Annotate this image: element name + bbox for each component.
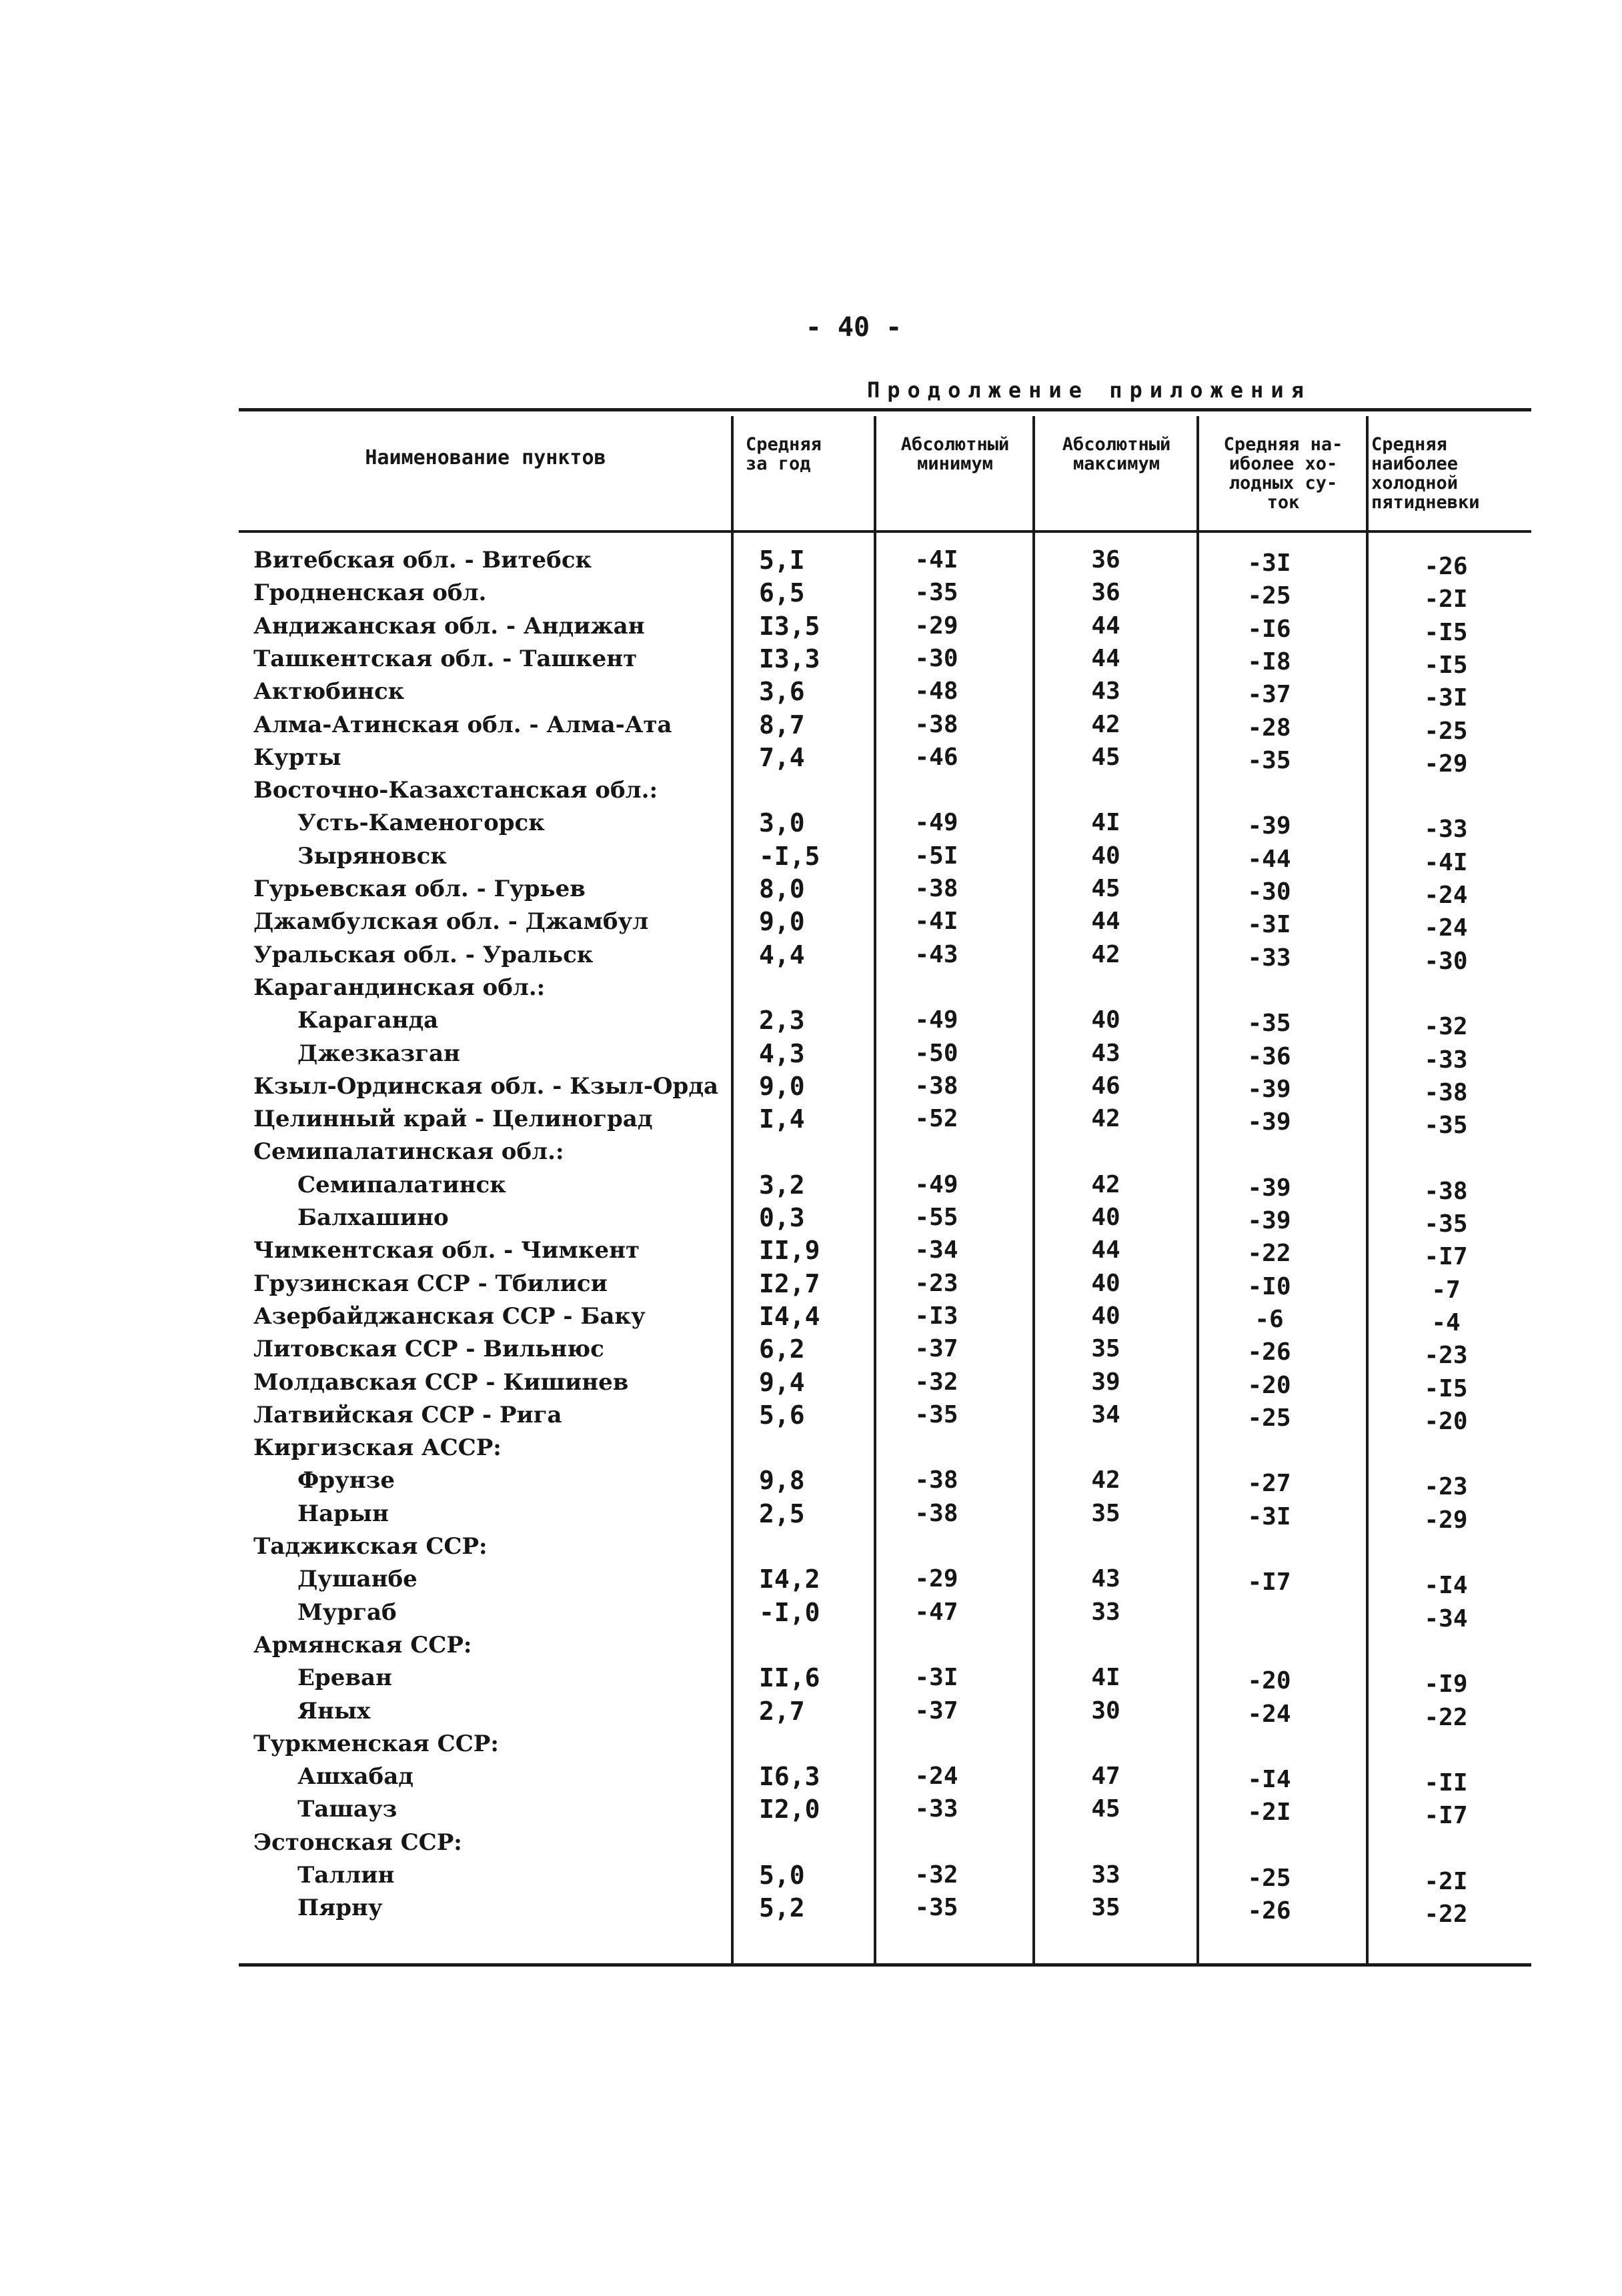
absolute-minimum-value: -47 bbox=[914, 1598, 958, 1626]
coldest-day-value: -39 bbox=[1247, 1174, 1291, 1202]
coldest-day-value: -26 bbox=[1247, 1897, 1291, 1925]
annual-average-value: I2,7 bbox=[759, 1268, 820, 1298]
coldest-day-value: -I7 bbox=[1247, 1568, 1291, 1596]
coldest-five-day-value: -29 bbox=[1424, 1506, 1468, 1534]
table-row bbox=[239, 1070, 1531, 1106]
table-row bbox=[239, 676, 1531, 712]
table-bottom-rule bbox=[239, 1963, 1531, 1967]
table-row bbox=[239, 544, 1531, 580]
annual-average-value: II,9 bbox=[759, 1236, 820, 1266]
coldest-day-value: -39 bbox=[1247, 1108, 1291, 1136]
coldest-five-day-value: -33 bbox=[1424, 1046, 1468, 1074]
coldest-five-day-value: -30 bbox=[1424, 947, 1468, 975]
station-name: Джезказган bbox=[297, 1040, 460, 1067]
coldest-day-value: -20 bbox=[1247, 1667, 1291, 1695]
station-name: Актюбинск bbox=[253, 678, 405, 706]
coldest-five-day-value: -I4 bbox=[1424, 1572, 1468, 1600]
station-name: Зыряновск bbox=[297, 842, 447, 870]
annual-average-value: I3,3 bbox=[759, 644, 820, 674]
station-name: Азербайджанская ССР - Баку bbox=[253, 1302, 646, 1330]
coldest-day-value: -30 bbox=[1247, 878, 1291, 906]
absolute-minimum-value: -29 bbox=[914, 1565, 958, 1593]
annual-average-value: 9,0 bbox=[759, 907, 805, 937]
absolute-minimum-value: -49 bbox=[914, 1006, 958, 1034]
coldest-five-day-value: -24 bbox=[1424, 914, 1468, 942]
coldest-day-value: -35 bbox=[1247, 1010, 1291, 1038]
table-row bbox=[239, 643, 1531, 679]
table-row bbox=[239, 906, 1531, 942]
annual-average-value: 9,8 bbox=[759, 1466, 805, 1496]
station-name: Молдавская ССР - Кишинев bbox=[253, 1368, 629, 1396]
header-absolute-minimum: Абсолютный минимум bbox=[900, 434, 1010, 474]
table-row bbox=[239, 1333, 1531, 1370]
absolute-maximum-value: 45 bbox=[1091, 875, 1120, 902]
coldest-five-day-value: -4I bbox=[1424, 848, 1468, 876]
absolute-maximum-value: 42 bbox=[1091, 940, 1120, 968]
absolute-maximum-value: 35 bbox=[1091, 1894, 1120, 1922]
coldest-day-value: -3I bbox=[1247, 911, 1291, 939]
coldest-five-day-value: -I7 bbox=[1424, 1802, 1468, 1830]
station-name: Андижанская обл. - Андижан bbox=[253, 612, 645, 640]
coldest-five-day-value: -23 bbox=[1424, 1342, 1468, 1370]
absolute-minimum-value: -4I bbox=[914, 546, 958, 573]
absolute-minimum-value: -32 bbox=[914, 1861, 958, 1889]
coldest-five-day-value: -I7 bbox=[1424, 1243, 1468, 1271]
station-name: Гурьевская обл. - Гурьев bbox=[253, 876, 586, 902]
station-name: Эстонская ССР: bbox=[253, 1829, 462, 1856]
annual-average-value: I,4 bbox=[759, 1104, 805, 1134]
coldest-day-value: -25 bbox=[1247, 1865, 1291, 1892]
absolute-maximum-value: 44 bbox=[1091, 908, 1120, 936]
absolute-maximum-value: 33 bbox=[1091, 1598, 1120, 1626]
absolute-maximum-value: 47 bbox=[1091, 1763, 1120, 1791]
table-row bbox=[239, 742, 1531, 778]
annual-average-value: 5,6 bbox=[759, 1400, 805, 1430]
table-row bbox=[239, 1695, 1531, 1731]
table-row bbox=[239, 1530, 1531, 1562]
station-name: Караганда bbox=[297, 1007, 439, 1034]
absolute-maximum-value: 39 bbox=[1091, 1368, 1120, 1396]
absolute-maximum-value: 35 bbox=[1091, 1335, 1120, 1363]
coldest-day-value: -3I bbox=[1247, 1502, 1291, 1530]
station-name: Ташкентская обл. - Ташкент bbox=[253, 645, 638, 672]
absolute-minimum-value: -3I bbox=[914, 1664, 958, 1692]
absolute-minimum-value: -38 bbox=[914, 1466, 958, 1494]
station-name: Мургаб bbox=[297, 1598, 397, 1626]
station-name: Курты bbox=[253, 744, 341, 771]
table-row bbox=[239, 1728, 1531, 1760]
coldest-five-day-value: -II bbox=[1424, 1769, 1468, 1797]
absolute-minimum-value: -37 bbox=[914, 1335, 958, 1363]
coldest-five-day-value: -4 bbox=[1431, 1308, 1461, 1336]
table-row bbox=[239, 1038, 1531, 1074]
coldest-five-day-value: -2I bbox=[1424, 1868, 1468, 1895]
absolute-maximum-value: 45 bbox=[1091, 1795, 1120, 1823]
station-name: Ташауз bbox=[297, 1796, 397, 1823]
station-name: Джамбулская обл. - Джамбул bbox=[253, 908, 649, 936]
station-name: Усть-Каменогорск bbox=[297, 810, 545, 837]
absolute-minimum-value: -34 bbox=[914, 1236, 958, 1264]
coldest-day-value: -36 bbox=[1247, 1042, 1291, 1070]
table-row bbox=[239, 1827, 1531, 1859]
station-name: Ереван bbox=[297, 1664, 392, 1692]
coldest-day-value: -39 bbox=[1247, 812, 1291, 840]
coldest-five-day-value: -20 bbox=[1424, 1407, 1468, 1435]
table-top-rule bbox=[239, 408, 1531, 411]
annual-average-value: 5,0 bbox=[759, 1861, 805, 1890]
absolute-minimum-value: -23 bbox=[914, 1269, 958, 1297]
absolute-minimum-value: -38 bbox=[914, 1499, 958, 1527]
absolute-minimum-value: -50 bbox=[914, 1039, 958, 1067]
table-row bbox=[239, 1432, 1531, 1464]
absolute-minimum-value: -38 bbox=[914, 710, 958, 738]
absolute-minimum-value: -43 bbox=[914, 940, 958, 968]
table-row bbox=[239, 1004, 1531, 1041]
annual-average-value: 4,3 bbox=[759, 1038, 805, 1068]
coldest-day-value: -I4 bbox=[1247, 1766, 1291, 1794]
annual-average-value: 9,0 bbox=[759, 1071, 805, 1101]
coldest-five-day-value: -I5 bbox=[1424, 1374, 1468, 1402]
absolute-maximum-value: 45 bbox=[1091, 743, 1120, 771]
coldest-five-day-value: -24 bbox=[1424, 882, 1468, 909]
absolute-maximum-value: 40 bbox=[1091, 1204, 1120, 1231]
station-name: Фрунзе bbox=[297, 1467, 395, 1494]
coldest-five-day-value: -29 bbox=[1424, 750, 1468, 778]
absolute-maximum-value: 33 bbox=[1091, 1861, 1120, 1889]
annual-average-value: I6,3 bbox=[759, 1762, 820, 1792]
table-row bbox=[239, 1596, 1531, 1632]
coldest-five-day-value: -I9 bbox=[1424, 1670, 1468, 1698]
absolute-minimum-value: -55 bbox=[914, 1204, 958, 1231]
coldest-five-day-value: -35 bbox=[1424, 1112, 1468, 1140]
annual-average-value: I2,0 bbox=[759, 1795, 820, 1825]
absolute-maximum-value: 44 bbox=[1091, 612, 1120, 640]
station-name: Чимкентская обл. - Чимкент bbox=[253, 1237, 640, 1264]
annual-average-value: 2,7 bbox=[759, 1696, 805, 1726]
coldest-day-value: -33 bbox=[1247, 944, 1291, 972]
coldest-day-value: -28 bbox=[1247, 714, 1291, 742]
table-caption: Продолжение приложения bbox=[867, 377, 1311, 403]
absolute-minimum-value: -I3 bbox=[914, 1302, 958, 1330]
table-row bbox=[239, 1793, 1531, 1830]
annual-average-value: 0,3 bbox=[759, 1203, 805, 1232]
table-row bbox=[239, 1268, 1531, 1304]
absolute-minimum-value: -5I bbox=[914, 842, 958, 870]
station-name: Таллин bbox=[297, 1862, 395, 1889]
coldest-day-value: -35 bbox=[1247, 746, 1291, 774]
coldest-five-day-value: -2I bbox=[1424, 586, 1468, 614]
annual-average-value: 2,3 bbox=[759, 1006, 805, 1036]
absolute-maximum-value: 36 bbox=[1091, 579, 1120, 607]
absolute-maximum-value: 42 bbox=[1091, 1466, 1120, 1494]
annual-average-value: I3,5 bbox=[759, 611, 820, 641]
absolute-minimum-value: -46 bbox=[914, 743, 958, 771]
station-name: Таджикская ССР: bbox=[253, 1533, 488, 1560]
absolute-maximum-value: 30 bbox=[1091, 1696, 1120, 1725]
absolute-maximum-value: 40 bbox=[1091, 1302, 1120, 1330]
coldest-five-day-value: -38 bbox=[1424, 1177, 1468, 1205]
absolute-maximum-value: 34 bbox=[1091, 1400, 1120, 1428]
absolute-minimum-value: -35 bbox=[914, 1400, 958, 1428]
table-row bbox=[239, 709, 1531, 745]
coldest-five-day-value: -26 bbox=[1424, 553, 1468, 580]
coldest-day-value: -2I bbox=[1247, 1799, 1291, 1827]
header-absolute-maximum: Абсолютный максимум bbox=[1062, 434, 1171, 474]
absolute-maximum-value: 43 bbox=[1091, 1565, 1120, 1593]
table-row bbox=[239, 1202, 1531, 1238]
coldest-five-day-value: -32 bbox=[1424, 1013, 1468, 1041]
table-row bbox=[239, 972, 1531, 1004]
coldest-five-day-value: -25 bbox=[1424, 717, 1468, 745]
station-name: Витебская обл. - Витебск bbox=[253, 547, 592, 573]
absolute-maximum-value: 4I bbox=[1091, 809, 1120, 837]
absolute-minimum-value: -24 bbox=[914, 1763, 958, 1791]
coldest-day-value: -39 bbox=[1247, 1075, 1291, 1103]
absolute-maximum-value: 40 bbox=[1091, 1006, 1120, 1034]
coldest-day-value: -22 bbox=[1247, 1240, 1291, 1268]
coldest-five-day-value: -22 bbox=[1424, 1703, 1468, 1731]
absolute-minimum-value: -33 bbox=[914, 1795, 958, 1823]
station-name: Грузинская ССР - Тбилиси bbox=[253, 1270, 608, 1297]
station-name: Восточно-Казахстанская обл.: bbox=[253, 777, 658, 804]
table-row bbox=[239, 840, 1531, 876]
absolute-maximum-value: 44 bbox=[1091, 1236, 1120, 1264]
absolute-minimum-value: -30 bbox=[914, 644, 958, 672]
coldest-day-value: -6 bbox=[1255, 1305, 1284, 1333]
climate-table bbox=[239, 408, 1531, 1971]
coldest-day-value: -37 bbox=[1247, 681, 1291, 709]
coldest-day-value: -I6 bbox=[1247, 615, 1291, 643]
absolute-maximum-value: 42 bbox=[1091, 1170, 1120, 1198]
station-name: Яных bbox=[297, 1697, 371, 1725]
table-row bbox=[239, 610, 1531, 646]
page-number: - 40 - bbox=[805, 312, 902, 343]
annual-average-value: 2,5 bbox=[759, 1498, 805, 1528]
header-coldest-five-day: Средняя наиболее холодной пятидневки bbox=[1371, 434, 1480, 513]
station-name: Балхашино bbox=[297, 1204, 449, 1231]
coldest-day-value: -24 bbox=[1247, 1700, 1291, 1728]
absolute-maximum-value: 43 bbox=[1091, 1039, 1120, 1067]
station-name: Кзыл-Ординская обл. - Кзыл-Орда bbox=[253, 1072, 719, 1100]
table-row bbox=[239, 1892, 1531, 1929]
annual-average-value: I4,4 bbox=[759, 1301, 820, 1331]
coldest-five-day-value: -I5 bbox=[1424, 618, 1468, 646]
coldest-day-value: -39 bbox=[1247, 1207, 1291, 1234]
absolute-minimum-value: -4I bbox=[914, 908, 958, 936]
annual-average-value: -I,0 bbox=[759, 1597, 820, 1627]
coldest-five-day-value: -34 bbox=[1424, 1604, 1468, 1632]
station-name: Ашхабад bbox=[297, 1763, 414, 1791]
absolute-maximum-value: 36 bbox=[1091, 546, 1120, 573]
station-name: Нарын bbox=[297, 1500, 389, 1527]
annual-average-value: 4,4 bbox=[759, 940, 805, 970]
absolute-minimum-value: -29 bbox=[914, 612, 958, 640]
coldest-five-day-value: -7 bbox=[1431, 1276, 1461, 1304]
annual-average-value: 5,I bbox=[759, 545, 805, 575]
table-row bbox=[239, 1300, 1531, 1336]
annual-average-value: 3,6 bbox=[759, 677, 805, 707]
station-name: Семипалатинская обл.: bbox=[253, 1138, 564, 1166]
table-row bbox=[239, 1662, 1531, 1698]
station-name: Литовская ССР - Вильнюс bbox=[253, 1336, 604, 1363]
absolute-maximum-value: 46 bbox=[1091, 1072, 1120, 1100]
coldest-day-value: -44 bbox=[1247, 845, 1291, 873]
annual-average-value: I4,2 bbox=[759, 1564, 820, 1594]
annual-average-value: 8,7 bbox=[759, 710, 805, 740]
coldest-day-value: -3I bbox=[1247, 549, 1291, 577]
table-row bbox=[239, 939, 1531, 975]
absolute-minimum-value: -35 bbox=[914, 1894, 958, 1922]
station-name: Туркменская ССР: bbox=[253, 1730, 499, 1757]
table-row bbox=[239, 873, 1531, 909]
table-row bbox=[239, 1629, 1531, 1661]
header-coldest-day: Средняя на- иболее хо- лодных су- ток bbox=[1223, 434, 1343, 513]
absolute-minimum-value: -32 bbox=[914, 1368, 958, 1396]
coldest-five-day-value: -3I bbox=[1424, 684, 1468, 712]
station-name: Целинный край - Целиноград bbox=[253, 1106, 653, 1133]
table-row bbox=[239, 1136, 1531, 1168]
station-name: Душанбе bbox=[297, 1566, 418, 1593]
absolute-maximum-value: 4I bbox=[1091, 1664, 1120, 1692]
absolute-maximum-value: 43 bbox=[1091, 678, 1120, 706]
coldest-day-value: -27 bbox=[1247, 1470, 1291, 1498]
coldest-day-value: -20 bbox=[1247, 1371, 1291, 1399]
absolute-minimum-value: -49 bbox=[914, 809, 958, 837]
absolute-maximum-value: 40 bbox=[1091, 842, 1120, 870]
station-name: Семипалатинск bbox=[297, 1171, 506, 1198]
annual-average-value: 8,0 bbox=[759, 874, 805, 904]
header-station-name: Наименование пунктов bbox=[365, 446, 606, 469]
header-annual-average: Средняя за год bbox=[746, 434, 822, 474]
table-row bbox=[239, 1169, 1531, 1205]
coldest-five-day-value: -33 bbox=[1424, 816, 1468, 844]
table-row bbox=[239, 1366, 1531, 1402]
absolute-minimum-value: -37 bbox=[914, 1696, 958, 1725]
table-row bbox=[239, 1103, 1531, 1140]
station-name: Карагандинская обл.: bbox=[253, 974, 546, 1001]
annual-average-value: 9,4 bbox=[759, 1367, 805, 1397]
coldest-five-day-value: -23 bbox=[1424, 1473, 1468, 1501]
station-name: Латвийская ССР - Рига bbox=[253, 1401, 562, 1428]
table-row bbox=[239, 1234, 1531, 1271]
coldest-five-day-value: -I5 bbox=[1424, 651, 1468, 679]
table-row bbox=[239, 774, 1531, 806]
station-name: Алма-Атинская обл. - Алма-Ата bbox=[253, 711, 672, 738]
coldest-five-day-value: -22 bbox=[1424, 1901, 1468, 1929]
station-name: Киргизская АССР: bbox=[253, 1434, 502, 1462]
station-name: Армянская ССР: bbox=[253, 1631, 472, 1658]
table-row bbox=[239, 807, 1531, 844]
absolute-minimum-value: -49 bbox=[914, 1170, 958, 1198]
table-row bbox=[239, 1563, 1531, 1600]
station-name: Пярну bbox=[297, 1895, 383, 1922]
annual-average-value: 6,5 bbox=[759, 578, 805, 608]
annual-average-value: 7,4 bbox=[759, 742, 805, 772]
absolute-minimum-value: -52 bbox=[914, 1105, 958, 1133]
coldest-day-value: -I8 bbox=[1247, 648, 1291, 676]
table-row bbox=[239, 1498, 1531, 1534]
absolute-maximum-value: 44 bbox=[1091, 644, 1120, 672]
coldest-day-value: -I0 bbox=[1247, 1272, 1291, 1300]
table-row bbox=[239, 1859, 1531, 1895]
absolute-maximum-value: 40 bbox=[1091, 1269, 1120, 1297]
absolute-minimum-value: -38 bbox=[914, 875, 958, 902]
header-bottom-rule bbox=[239, 530, 1531, 533]
annual-average-value: 3,2 bbox=[759, 1170, 805, 1200]
station-name: Уральская обл. - Уральск bbox=[253, 941, 594, 968]
coldest-day-value: -26 bbox=[1247, 1338, 1291, 1366]
absolute-minimum-value: -48 bbox=[914, 678, 958, 706]
absolute-minimum-value: -35 bbox=[914, 579, 958, 607]
table-row bbox=[239, 1464, 1531, 1501]
absolute-maximum-value: 35 bbox=[1091, 1499, 1120, 1527]
coldest-day-value: -25 bbox=[1247, 582, 1291, 610]
coldest-five-day-value: -38 bbox=[1424, 1078, 1468, 1106]
table-row bbox=[239, 1399, 1531, 1435]
annual-average-value: 3,0 bbox=[759, 808, 805, 838]
annual-average-value: 5,2 bbox=[759, 1893, 805, 1923]
absolute-minimum-value: -38 bbox=[914, 1072, 958, 1100]
annual-average-value: -I,5 bbox=[759, 841, 820, 871]
table-row bbox=[239, 1761, 1531, 1797]
annual-average-value: 6,2 bbox=[759, 1334, 805, 1364]
coldest-day-value: -25 bbox=[1247, 1404, 1291, 1432]
coldest-five-day-value: -35 bbox=[1424, 1210, 1468, 1238]
annual-average-value: II,6 bbox=[759, 1663, 820, 1693]
absolute-maximum-value: 42 bbox=[1091, 710, 1120, 738]
station-name: Гродненская обл. bbox=[253, 580, 487, 607]
absolute-maximum-value: 42 bbox=[1091, 1105, 1120, 1133]
table-row bbox=[239, 577, 1531, 614]
